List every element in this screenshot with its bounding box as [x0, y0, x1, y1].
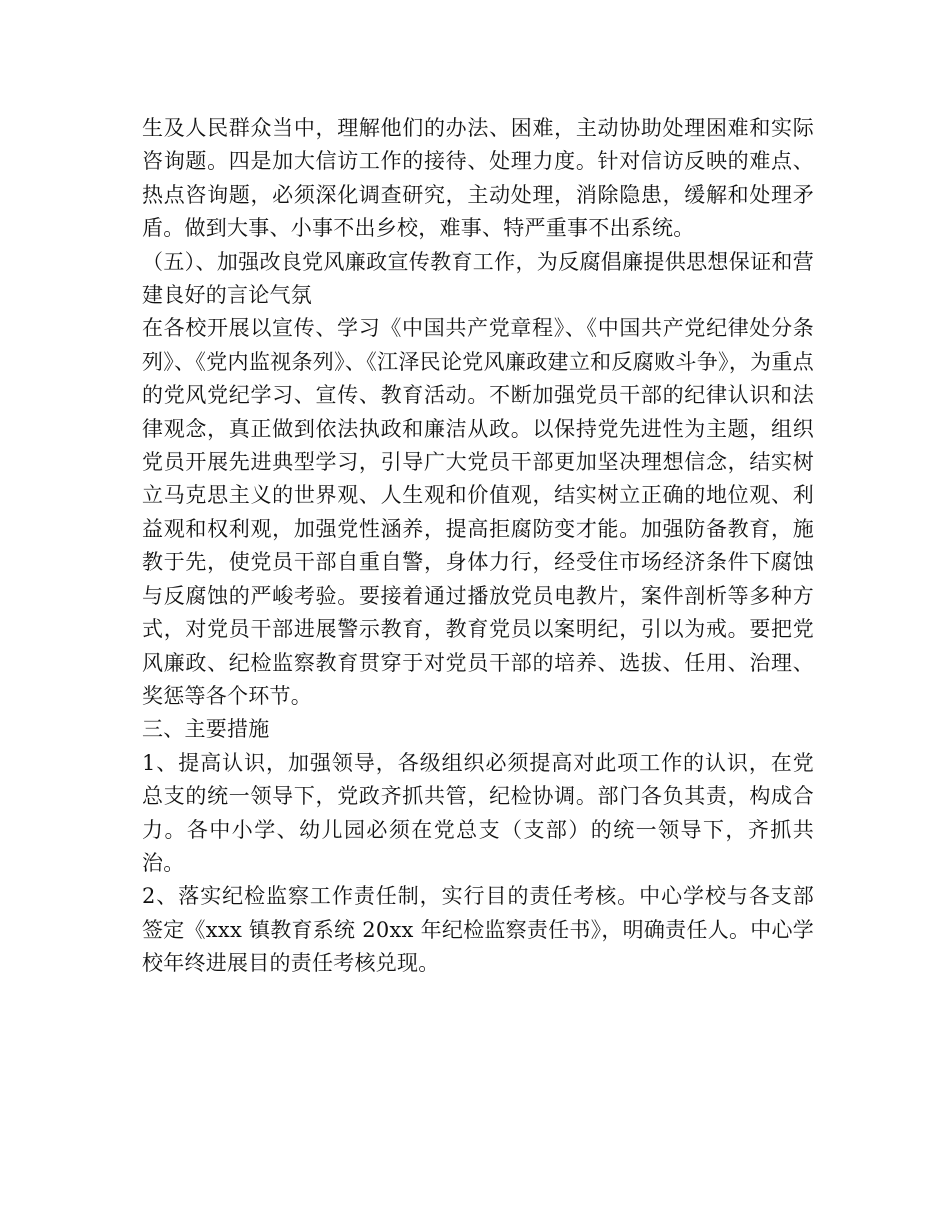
section-heading-main-measures: 三、主要措施	[142, 717, 270, 742]
paragraph-education-activities: 在各校开展以宣传、学习《中国共产党章程》、《中国共产党纪律处分条列》、《党内监视条列》、《江泽民论党风廉政建立和反腐败斗争》，为重点的党风党纪学习、宣传、教育活动。不断加强党员干部的纪律认识和法律观念，真正做到依法执政和廉洁从政。以保持党先进性为主题，组织党员开展先进典型学习，引导广大党员干部更加坚决理想信念，结实树立马克思主义的世界观、人生观和价值观，结实树立正确的地位观、利益观和权利观，加强党性涵养，提高拒腐防变才能。加强防备教育，施教于先，使党员干部自重自警，身体力行，经受住市场经济条件下腐蚀与反腐蚀的严峻考验。要接着通过播放党员电教片，案件剖析等多种方式，对党员干部进展警示教育，教育党员以案明纪，引以为戒。要把党风廉政、纪检监察教育贯穿于对党员干部的培养、选拔、任用、治理、奖惩等各个环节。	[142, 316, 814, 708]
paragraph-measure-1: 1、提高认识，加强领导，各级组织必须提高对此项工作的认识，在党总支的统一领导下，党政齐抓共管，纪检协调。部门各负其责，构成合力。各中小学、幼儿园必须在党总支（支部）的统一领导下，齐抓共治。	[142, 750, 814, 875]
paragraph-petition-work: 生及人民群众当中，理解他们的办法、困难，主动协助处理困难和实际咨询题。四是加大信访工作的接待、处理力度。针对信访反映的难点、热点咨询题，必须深化调查研究，主动处理，消除隐患，缓解和处理矛盾。做到大事、小事不出乡校，难事、特严重事不出系统。	[142, 116, 814, 241]
document-body	[142, 112, 814, 981]
section-heading-five: （五）、加强改良党风廉政宣传教育工作，为反腐倡廉提供思想保证和营建良好的言论气氛	[142, 249, 814, 308]
paragraph-measure-2: 2、落实纪检监察工作责任制，实行目的责任考核。中心学校与各支部签定《xxx 镇教育系统 20xx 年纪检监察责任书》，明确责任人。中心学校年终进展目的责任考核兑现。	[142, 884, 814, 976]
